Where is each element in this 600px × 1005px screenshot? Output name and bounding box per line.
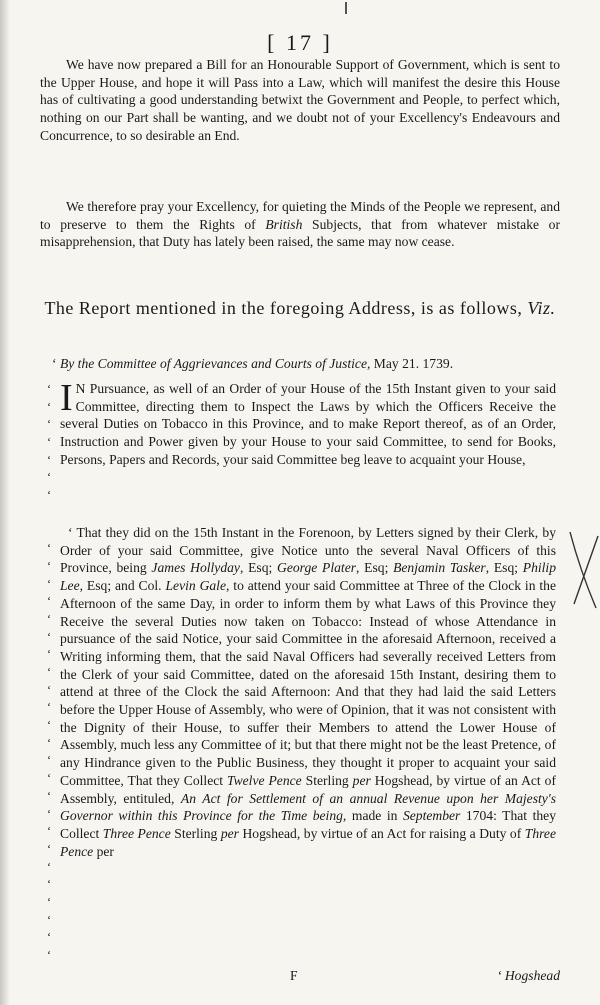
- paragraph-2-italic: British: [265, 216, 303, 232]
- margin-quote-mark: ‘: [46, 734, 52, 750]
- margin-quote-mark: ‘: [46, 911, 52, 927]
- margin-quote-mark: ‘: [46, 575, 52, 591]
- print-mark: [345, 2, 347, 14]
- margin-quote-mark: ‘: [46, 717, 52, 733]
- rp2-text: per: [93, 843, 114, 859]
- rp2-italic: Three Pence: [60, 825, 556, 859]
- margin-quote-mark: ‘: [46, 557, 52, 573]
- margin-quote-mark: ‘: [46, 381, 52, 396]
- name-lee: Philip Lee: [60, 560, 556, 594]
- margin-quote-mark: ‘: [46, 664, 52, 679]
- name-hollyday: James Hollyday: [151, 560, 240, 576]
- committee-subheading: [52, 356, 562, 372]
- page-number: [ 17 ]: [267, 30, 333, 55]
- rp2-text: , Esq;: [485, 560, 523, 576]
- report-paragraph-1: [60, 377, 556, 469]
- margin-quote-mark: ‘: [46, 805, 52, 821]
- rp2-italic: September: [402, 808, 461, 824]
- subheading-quote: ‘: [52, 356, 57, 371]
- report-heading: [40, 297, 560, 319]
- rp2-italic: per: [352, 772, 371, 788]
- act-title: An Act for Settlement of an annual Revenue upon her Majesty's Governor within this Province for the Time being,: [60, 790, 556, 824]
- rp2-text: , to attend your said Committee at Three of the Clock in the Afternoon of the same Day, in order to inform them by what Laws of this Province they Receive the several Duties now taken on Tobacco: Instead of whose Attendance in pursuance of the said Notice, your said Committee in the aforesaid Afternoon, received a Writing informing them, that the said Naval Officers had severally received Letters from the Clerk of your said Committee, dated on the aforesaid 15th Instant, desiring them to attend at three of the Clock the said Afternoon: And that they had laid the said Letters before the Upper House of Assembly, who were of Opinion, that it was not consistent with the Dignity of their House, to suffer their Members to attend the Lower House of Assembly, much less any Committee of it; but that there might not be the least Pretence, of any Hindrance given to the Public Business, they thought it proper to acquaint your said Committee, That they Collect: [60, 578, 556, 788]
- rp2-text: Hogshead, by virtue of an Act of Assembly, entituled,: [60, 772, 556, 806]
- margin-quote-mark: ‘: [46, 540, 52, 556]
- quote-mark-column: [44, 380, 54, 964]
- rp2-text: Hogshead, by virtue of an Act for raising a Duty of: [238, 825, 525, 841]
- rp2-text: Sterling: [170, 825, 221, 841]
- rp2-text: , Esq;: [239, 560, 278, 576]
- margin-quote-mark: ‘: [46, 681, 52, 697]
- margin-quote-mark: ‘: [46, 434, 52, 450]
- name-gale: Levin Gale: [165, 578, 226, 594]
- margin-quote-mark: ‘: [46, 487, 52, 503]
- margin-quote-mark: ‘: [46, 787, 52, 803]
- margin-quote-mark: ‘: [46, 876, 52, 892]
- subheading-date: May 21. 1739.: [370, 356, 454, 371]
- paragraph-2-text-a: We therefore pray your Excellency, for quieting the Minds of the People we represent, and to preserve to them the Rights of: [40, 199, 560, 232]
- rp2-text: , Esq;: [356, 560, 394, 576]
- subheading-committee: By the Committee of Aggrievances and Courts of Justice,: [59, 356, 371, 371]
- rp2-text: , Esq; and Col.: [79, 578, 166, 594]
- margin-quote-mark: ‘: [46, 770, 52, 786]
- x-mark-icon: [566, 530, 600, 610]
- margin-quote-mark: [44, 522, 54, 540]
- report-heading-text: The Report mentioned in the foregoing Address, is as follows,: [44, 298, 528, 318]
- paragraph-1: We have now prepared a Bill for an Honourable Support of Government, which is sent to the Upper House, and hope it will Pass into a Law, which will manifest the desire this House has of cultivating a good understanding betwixt the Government and People, to perfect which, nothing on our Part shall be wanting, and we doubt not of your Excellency's Endeavours and Concurrence, to so desirable an End.: [40, 57, 560, 143]
- margin-quote-mark: ‘: [46, 858, 52, 874]
- margin-quote-mark: ‘: [46, 646, 52, 662]
- margin-quote-mark: ‘: [46, 398, 52, 414]
- margin-quote-mark: ‘: [46, 593, 52, 609]
- margin-quote-mark: ‘: [46, 416, 52, 432]
- report-heading-viz: Viz.: [527, 298, 556, 318]
- margin-quote-mark: ‘: [46, 628, 52, 644]
- margin-quote-mark: ‘: [46, 947, 52, 962]
- rp2-italic: Twelve Pence: [227, 772, 302, 788]
- margin-quote-mark: ‘: [46, 610, 52, 626]
- margin-quote-mark: ‘: [46, 823, 52, 839]
- name-plater: George Plater: [277, 560, 357, 576]
- report-paragraph-2: [60, 524, 556, 860]
- margin-quote-mark: ‘: [46, 699, 52, 715]
- paragraph-2: [40, 198, 560, 251]
- page-edge-shadow: [0, 0, 10, 1005]
- name-tasker: Benjamin Tasker: [393, 560, 486, 576]
- handwritten-x-mark: [566, 530, 600, 610]
- margin-quote-mark: ‘: [46, 469, 52, 485]
- margin-quote-mark: [44, 504, 54, 522]
- margin-quote-mark: ‘: [46, 840, 52, 856]
- rp2-text: ‘ That they did on the 15th Instant in the Forenoon, by Letters signed by their Clerk, by Order of your said Committee, give Notice unto the several Naval Officers of this Province, being: [60, 525, 556, 576]
- rp2-text: made in: [346, 808, 403, 824]
- rp2-italic: per: [220, 825, 239, 841]
- paragraph-2-text-b: Subjects, that from whatever mistake or misapprehension, that Duty has lately been raised, the same may now cease.: [40, 216, 560, 250]
- margin-quote-mark: ‘: [46, 929, 52, 945]
- margin-quote-mark: ‘: [46, 451, 52, 467]
- margin-quote-mark: ‘: [46, 752, 52, 768]
- catchword: ‘ Hogshead: [496, 968, 560, 983]
- margin-quote-mark: ‘: [46, 893, 52, 909]
- report-paragraph-1-text: N Pursuance, as well of an Order of your House of the 15th Instant given to your said Committee, directing them to Inspect the Laws by which the Officers Receive the several Duties on Tobacco in this Province, and to make Report thereof, as of an Order, Instruction and Power given by your House to your said Committee, to send for Books, Persons, Papers and Records, your said Committee beg leave to acquaint your House,: [60, 381, 556, 467]
- drop-cap: I: [60, 377, 73, 419]
- signature-mark: F: [290, 968, 298, 983]
- rp2-italic: Three Pence: [102, 825, 171, 841]
- rp2-text: Sterling: [301, 772, 353, 788]
- rp2-text: 1704: That they Collect: [60, 808, 556, 841]
